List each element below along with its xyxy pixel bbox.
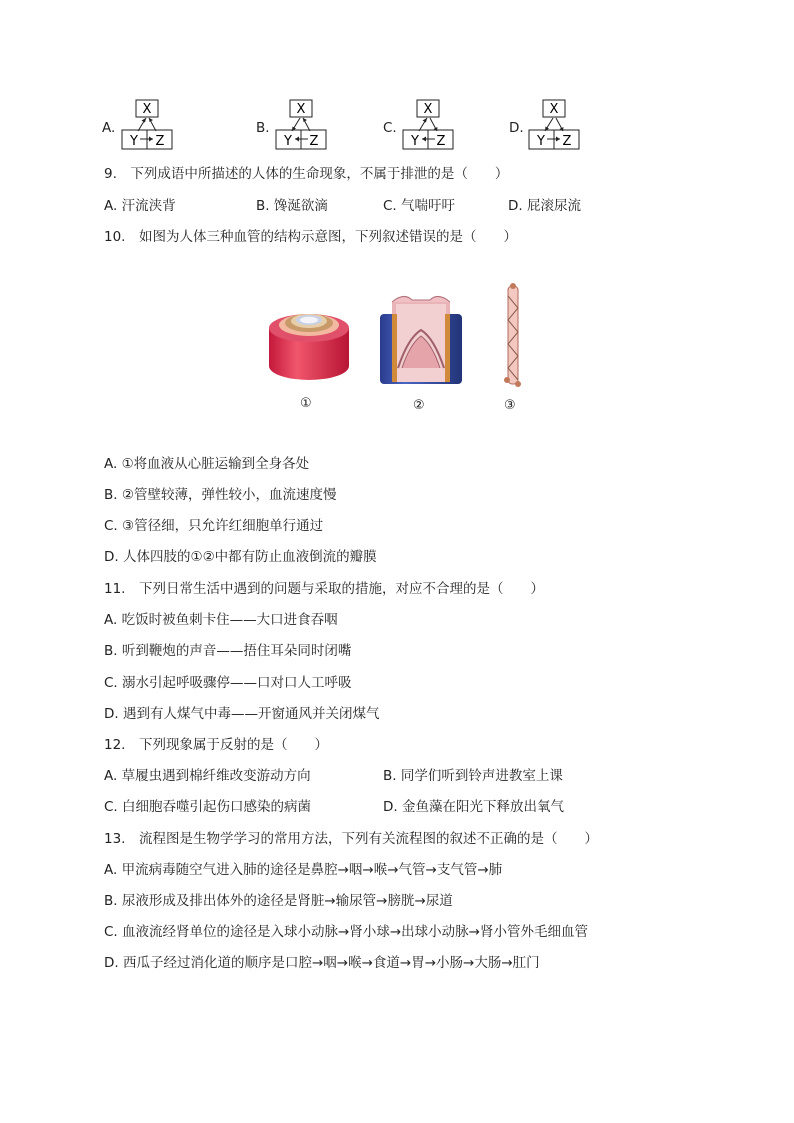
q10-option-b[interactable]: B. ②管壁较薄，弹性较小，血流速度慢 xyxy=(104,487,337,503)
q9-option-b[interactable]: B. 馋涎欲滴 xyxy=(256,198,328,214)
xyz-diagram-d xyxy=(527,98,581,152)
q13-option-d[interactable]: D. 西瓜子经过消化道的顺序是口腔→咽→喉→食道→胃→小肠→大肠→肛门 xyxy=(104,955,540,971)
q11-option-c[interactable]: C. 溺水引起呼吸骤停——口对口人工呼吸 xyxy=(104,675,352,691)
q8-option-a[interactable] xyxy=(102,98,182,154)
q12-option-c[interactable]: C. 白细胞吞噬引起伤口感染的病菌 xyxy=(104,799,312,815)
node-x: X xyxy=(142,102,152,117)
node-z: Z xyxy=(562,134,572,149)
option-letter: A. xyxy=(102,120,116,136)
q13-option-c[interactable]: C. 血液流经肾单位的途径是入球小动脉→肾小球→出球小动脉→肾小管外毛细血管 xyxy=(104,924,588,940)
q12-option-b[interactable]: B. 同学们听到铃声进教室上课 xyxy=(383,768,563,784)
q11-option-b[interactable]: B. 听到鞭炮的声音——捂住耳朵同时闭嘴 xyxy=(104,643,352,659)
q10-option-d[interactable]: D. 人体四肢的①②中都有防止血液倒流的瓣膜 xyxy=(104,549,377,565)
label-vein: ② xyxy=(413,398,425,413)
q9-option-c[interactable]: C. 气喘吁吁 xyxy=(383,198,456,214)
q13-option-a[interactable]: A. 甲流病毒随空气进入肺的途径是鼻腔→咽→喉→气管→支气管→肺 xyxy=(104,862,503,878)
q9-option-d[interactable]: D. 屁滚尿流 xyxy=(508,198,581,214)
q10-option-a[interactable]: A. ①将血液从心脏运输到全身各处 xyxy=(104,456,310,472)
option-letter: B. xyxy=(256,120,270,136)
q12-stem: 12. 下列现象属于反射的是（ ） xyxy=(104,737,328,753)
xyz-diagram-b xyxy=(274,98,328,152)
q11-option-d[interactable]: D. 遇到有人煤气中毒——开窗通风并关闭煤气 xyxy=(104,706,380,722)
q11-option-a[interactable]: A. 吃饭时被鱼刺卡住——大口进食吞咽 xyxy=(104,612,338,628)
label-capillary: ③ xyxy=(504,398,516,413)
q13-option-b[interactable]: B. 尿液形成及排出体外的途径是肾脏→输尿管→膀胱→尿道 xyxy=(104,893,453,909)
node-y: Y xyxy=(537,134,545,149)
node-x: X xyxy=(296,102,306,117)
node-x: X xyxy=(423,102,433,117)
q8-option-d[interactable] xyxy=(509,98,589,154)
q8-option-c[interactable] xyxy=(383,98,463,154)
node-z: Z xyxy=(436,134,446,149)
vein-figure xyxy=(378,292,464,390)
node-z: Z xyxy=(309,134,319,149)
q9-stem: 9. 下列成语中所描述的人体的生命现象，不属于排泄的是（ ） xyxy=(104,166,509,182)
q10-option-c[interactable]: C. ③管径细，只允许红细胞单行通过 xyxy=(104,518,324,534)
q9-option-a[interactable]: A. 汗流浃背 xyxy=(104,198,176,214)
q8-option-b[interactable] xyxy=(256,98,336,154)
option-letter: D. xyxy=(509,120,524,136)
q12-option-d[interactable]: D. 金鱼藻在阳光下释放出氧气 xyxy=(383,799,564,815)
node-y: Y xyxy=(284,134,292,149)
capillary-figure xyxy=(500,282,526,390)
q13-stem: 13. 流程图是生物学学习的常用方法，下列有关流程图的叙述不正确的是（ ） xyxy=(104,831,598,847)
xyz-diagram-a xyxy=(120,98,174,152)
node-x: X xyxy=(549,102,559,117)
xyz-diagram-c xyxy=(401,98,455,152)
q10-stem: 10. 如图为人体三种血管的结构示意图，下列叙述错误的是（ ） xyxy=(104,229,517,245)
node-y: Y xyxy=(130,134,138,149)
q12-option-a[interactable]: A. 草履虫遇到棉纤维改变游动方向 xyxy=(104,768,311,784)
node-y: Y xyxy=(411,134,419,149)
option-letter: C. xyxy=(383,120,397,136)
node-z: Z xyxy=(155,134,165,149)
artery-figure xyxy=(266,298,352,384)
q11-stem: 11. 下列日常生活中遇到的问题与采取的措施，对应不合理的是（ ） xyxy=(104,581,544,597)
label-artery: ① xyxy=(300,396,312,411)
